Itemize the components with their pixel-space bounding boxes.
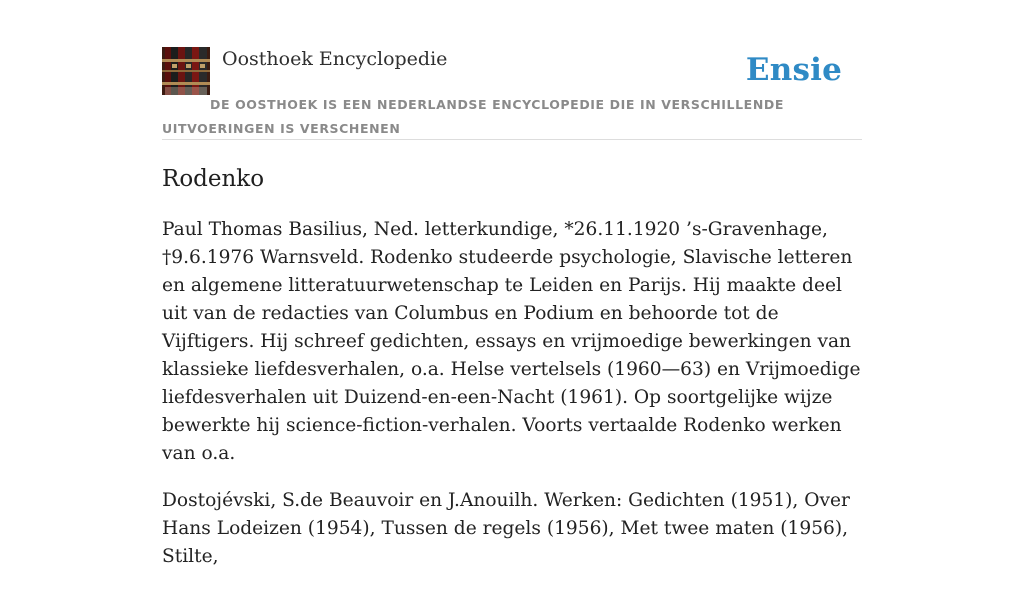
article-body — [162, 216, 862, 590]
site-avatar[interactable] — [162, 47, 210, 95]
encyclopedia-books-avatar-icon — [162, 47, 210, 95]
ensie-logo-link[interactable]: Ensie — [745, 52, 842, 88]
article-paragraph: Dostojévski, S.de Beauvoir en J.Anouilh. Werken: Gedichten (1951), Over Hans Lodeizen (1954), Tussen de regels (1956), Met twee maten (1956), Stilte, — [162, 490, 850, 567]
site-header — [162, 44, 862, 140]
site-title-link[interactable]: Oosthoek Encyclopedie — [222, 48, 448, 70]
article-title: Rodenko — [162, 166, 265, 192]
article-paragraph: Paul Thomas Basilius, Ned. letterkundige, *26.11.1920 ’s-Gravenhage, †9.6.1976 Warnsveld. Rodenko studeerde psychologie, Slavische letteren en algemene litteratuurwetenschap te Leiden en Parijs. Hij maakte deel uit van de redacties van Columbus en Podium en behoorde tot de Vijftigers. Hij schreef gedichten, essays en vrijmoedige bewerkingen van klassieke liefdesverhalen, o.a. Helse vertelsels (1960—63) en Vrijmoedige liefdesverhalen uit Duizend-en-een-Nacht (1961). Op soortgelijke wijze bewerkte hij science-fiction-verhalen. Voorts vertaalde Rodenko werken van o.a. — [162, 219, 861, 464]
site-tagline: DE OOSTHOEK IS EEN NEDERLANDSE ENCYCLOPEDIE DIE IN VERSCHILLENDE UITVOERINGEN IS VERSCHENEN — [162, 97, 784, 136]
